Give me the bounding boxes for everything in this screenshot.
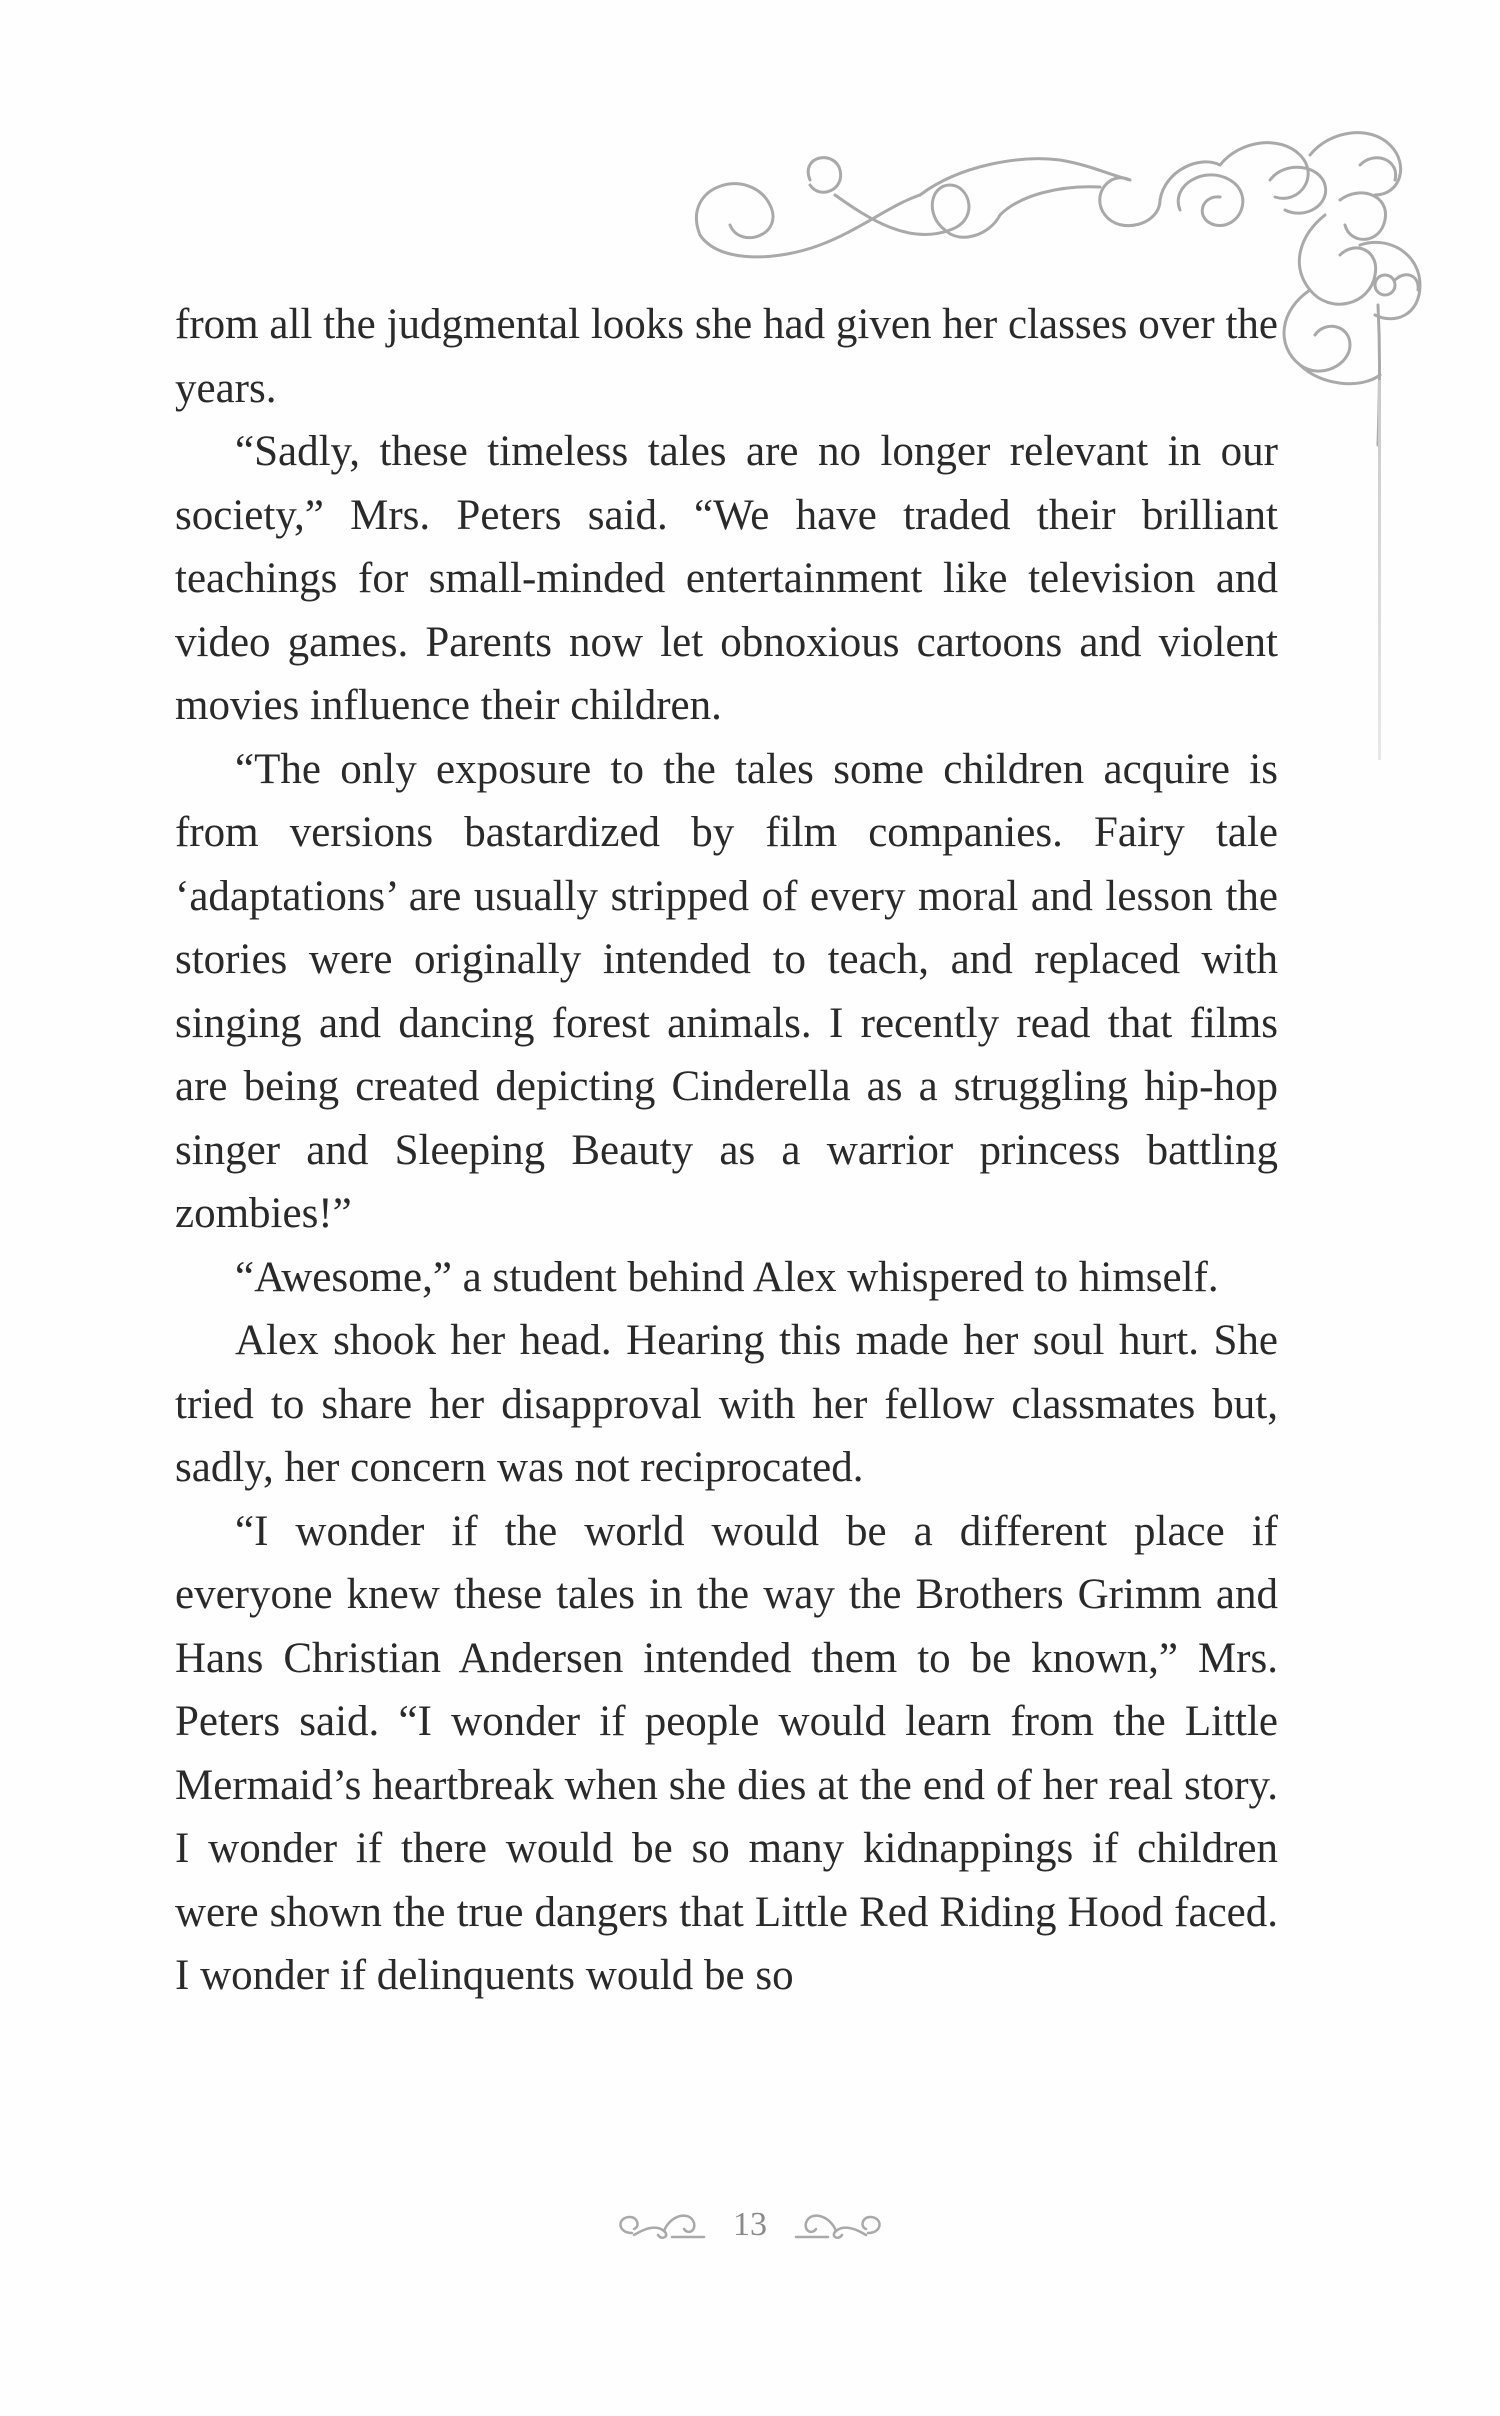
paragraph: “I wonder if the world would be a different place if everyone knew these tales in the way the Brothers Grimm and Hans Christian Andersen intended them to be known,” Mrs. Peters said. “I wonder if people would learn from the Little Mermaid’s heartbreak when she dies at the end of her real story. I wonder if there would be so many kidnappings if children were shown the true dangers that Little Red Riding Hood faced. I wonder if delinquents would be so	[175, 1507, 1278, 1999]
paragraph: from all the judgmental looks she had given her classes over the years.	[175, 301, 1278, 412]
paragraph: “Sadly, these timeless tales are no longer relevant in our society,” Mrs. Peters said. “We have traded their brilliant teachings for small-minded entertainment like television and video games. Parents now let obnoxious cartoons and violent movies influence their children.	[175, 428, 1278, 729]
page-margin-rule	[1378, 380, 1381, 760]
right-flourish-icon	[793, 2205, 888, 2245]
page-number: 13	[733, 2206, 767, 2243]
page-footer	[0, 2195, 1500, 2255]
paragraph: Alex shook her head. Hearing this made her soul hurt. She tried to share her disapproval with her fellow classmates but, sadly, her concern was not reciprocated.	[175, 1317, 1278, 1491]
body-text	[175, 293, 1278, 2008]
paragraph: “The only exposure to the tales some children acquire is from versions bastardized by film companies. Fairy tale ‘adaptations’ are usually stripped of every moral and lesson the stories were originally intended to teach, and replaced with singing and dancing forest animals. I recently read that films are being created depicting Cinderella as a struggling hip-hop singer and Sleeping Beauty as a warrior princess battling zombies!”	[175, 745, 1278, 1237]
left-flourish-icon	[612, 2205, 707, 2245]
paragraph: “Awesome,” a student behind Alex whispered to himself.	[235, 1253, 1219, 1301]
